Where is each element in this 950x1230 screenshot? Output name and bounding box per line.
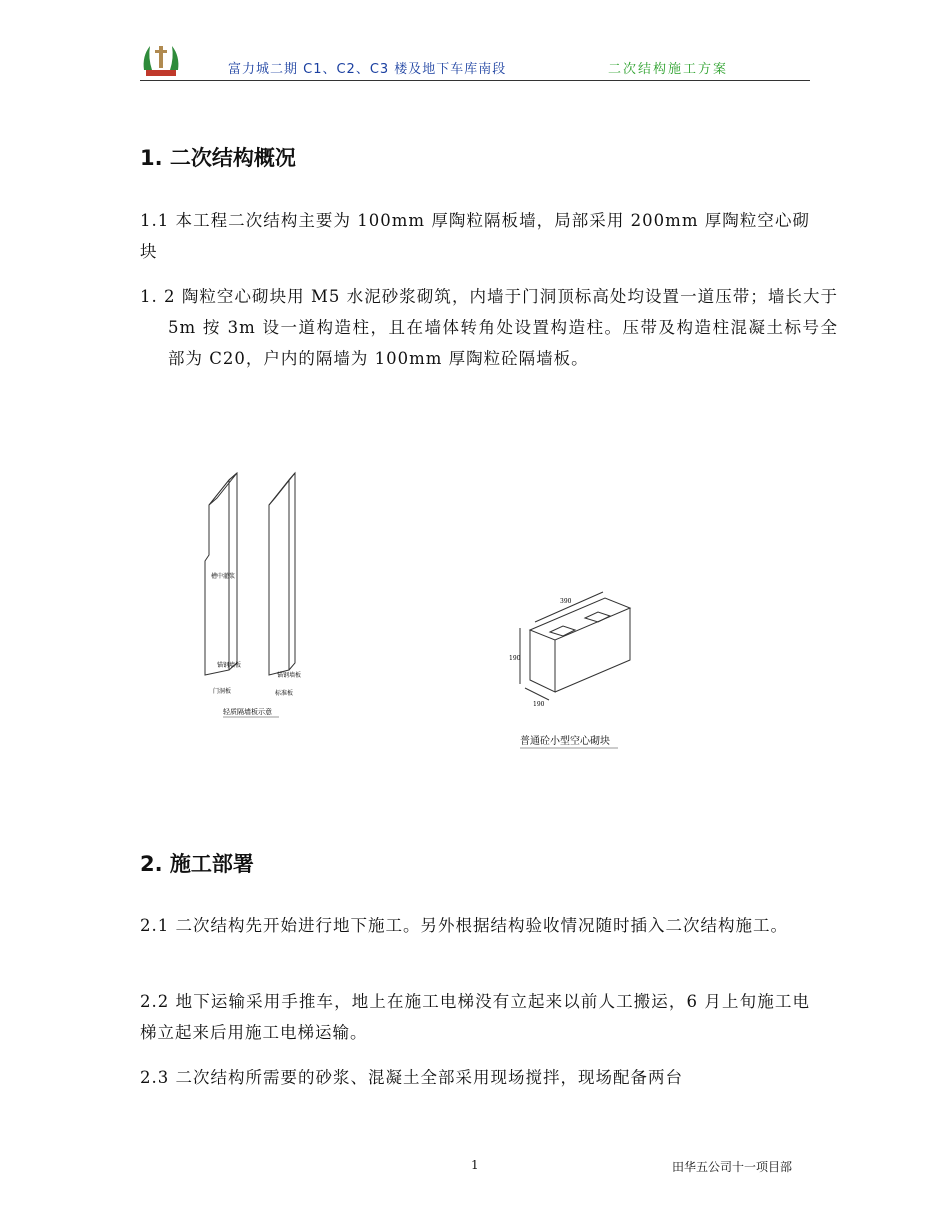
panel-a-label: 门洞板 — [213, 688, 232, 695]
hollow-block-figure — [505, 580, 645, 750]
panel-figure-caption: 轻质隔墙板示意 — [223, 708, 272, 716]
panel-b-label: 标准板 — [275, 690, 294, 697]
paragraph-2-2: 2.2 地下运输采用手推车，地上在施工电梯没有立起来以前人工搬运，6 月上旬施工电梯立起来后用施工电梯运输。 — [140, 992, 810, 1042]
header-project-title: 富力城二期 C1、C2、C3 楼及地下车库南段 — [228, 62, 507, 77]
block-dim-width: 190 — [533, 701, 545, 708]
page-number: 1 — [471, 1158, 479, 1172]
note-anchor-a-label: 锚钢墙板 — [217, 662, 242, 669]
paragraph-1-1: 1.1 本工程二次结构主要为 100mm 厚陶粒隔板墙，局部采用 200mm 厚陶粒空心砌块 — [140, 211, 810, 261]
company-logo-icon — [140, 40, 182, 78]
block-figure-caption: 普通砼小型空心砌块 — [520, 736, 610, 747]
page-header — [140, 38, 810, 81]
block-dim-height: 190 — [509, 655, 521, 662]
paragraph-2-3: 2.3 二次结构所需要的砂浆、混凝土全部采用现场搅拌，现场配备两台 — [140, 1068, 683, 1087]
section-2-title: 2. 施工部署 — [140, 852, 254, 876]
section-1-title: 1. 二次结构概况 — [140, 146, 296, 170]
footer-company: 田华五公司十一项目部 — [672, 1160, 793, 1174]
paragraph-2-1: 2.1 二次结构先开始进行地下施工。另外根据结构验收情况随时插入二次结构施工。 — [140, 916, 788, 935]
header-document-title: 二次结构施工方案 — [608, 62, 729, 77]
block-dim-length: 390 — [560, 598, 572, 605]
note-anchor-b-label: 锚钢墙板 — [277, 672, 302, 679]
paragraph-1-2: 1. 2 陶粒空心砌块用 M5 水泥砂浆砌筑，内墙于门洞顶标高处均设置一道压带；墙长大于 5m 按 3m 设一道构造柱，且在墙体转角处设置构造柱。压带及构造柱混凝土标号全部为 C20，户内的隔墙为 100mm 厚陶粒砼隔墙板。 — [140, 287, 838, 368]
wall-panel-figure — [195, 465, 315, 725]
note-grout-label: 槽中灌浆 — [211, 573, 236, 580]
